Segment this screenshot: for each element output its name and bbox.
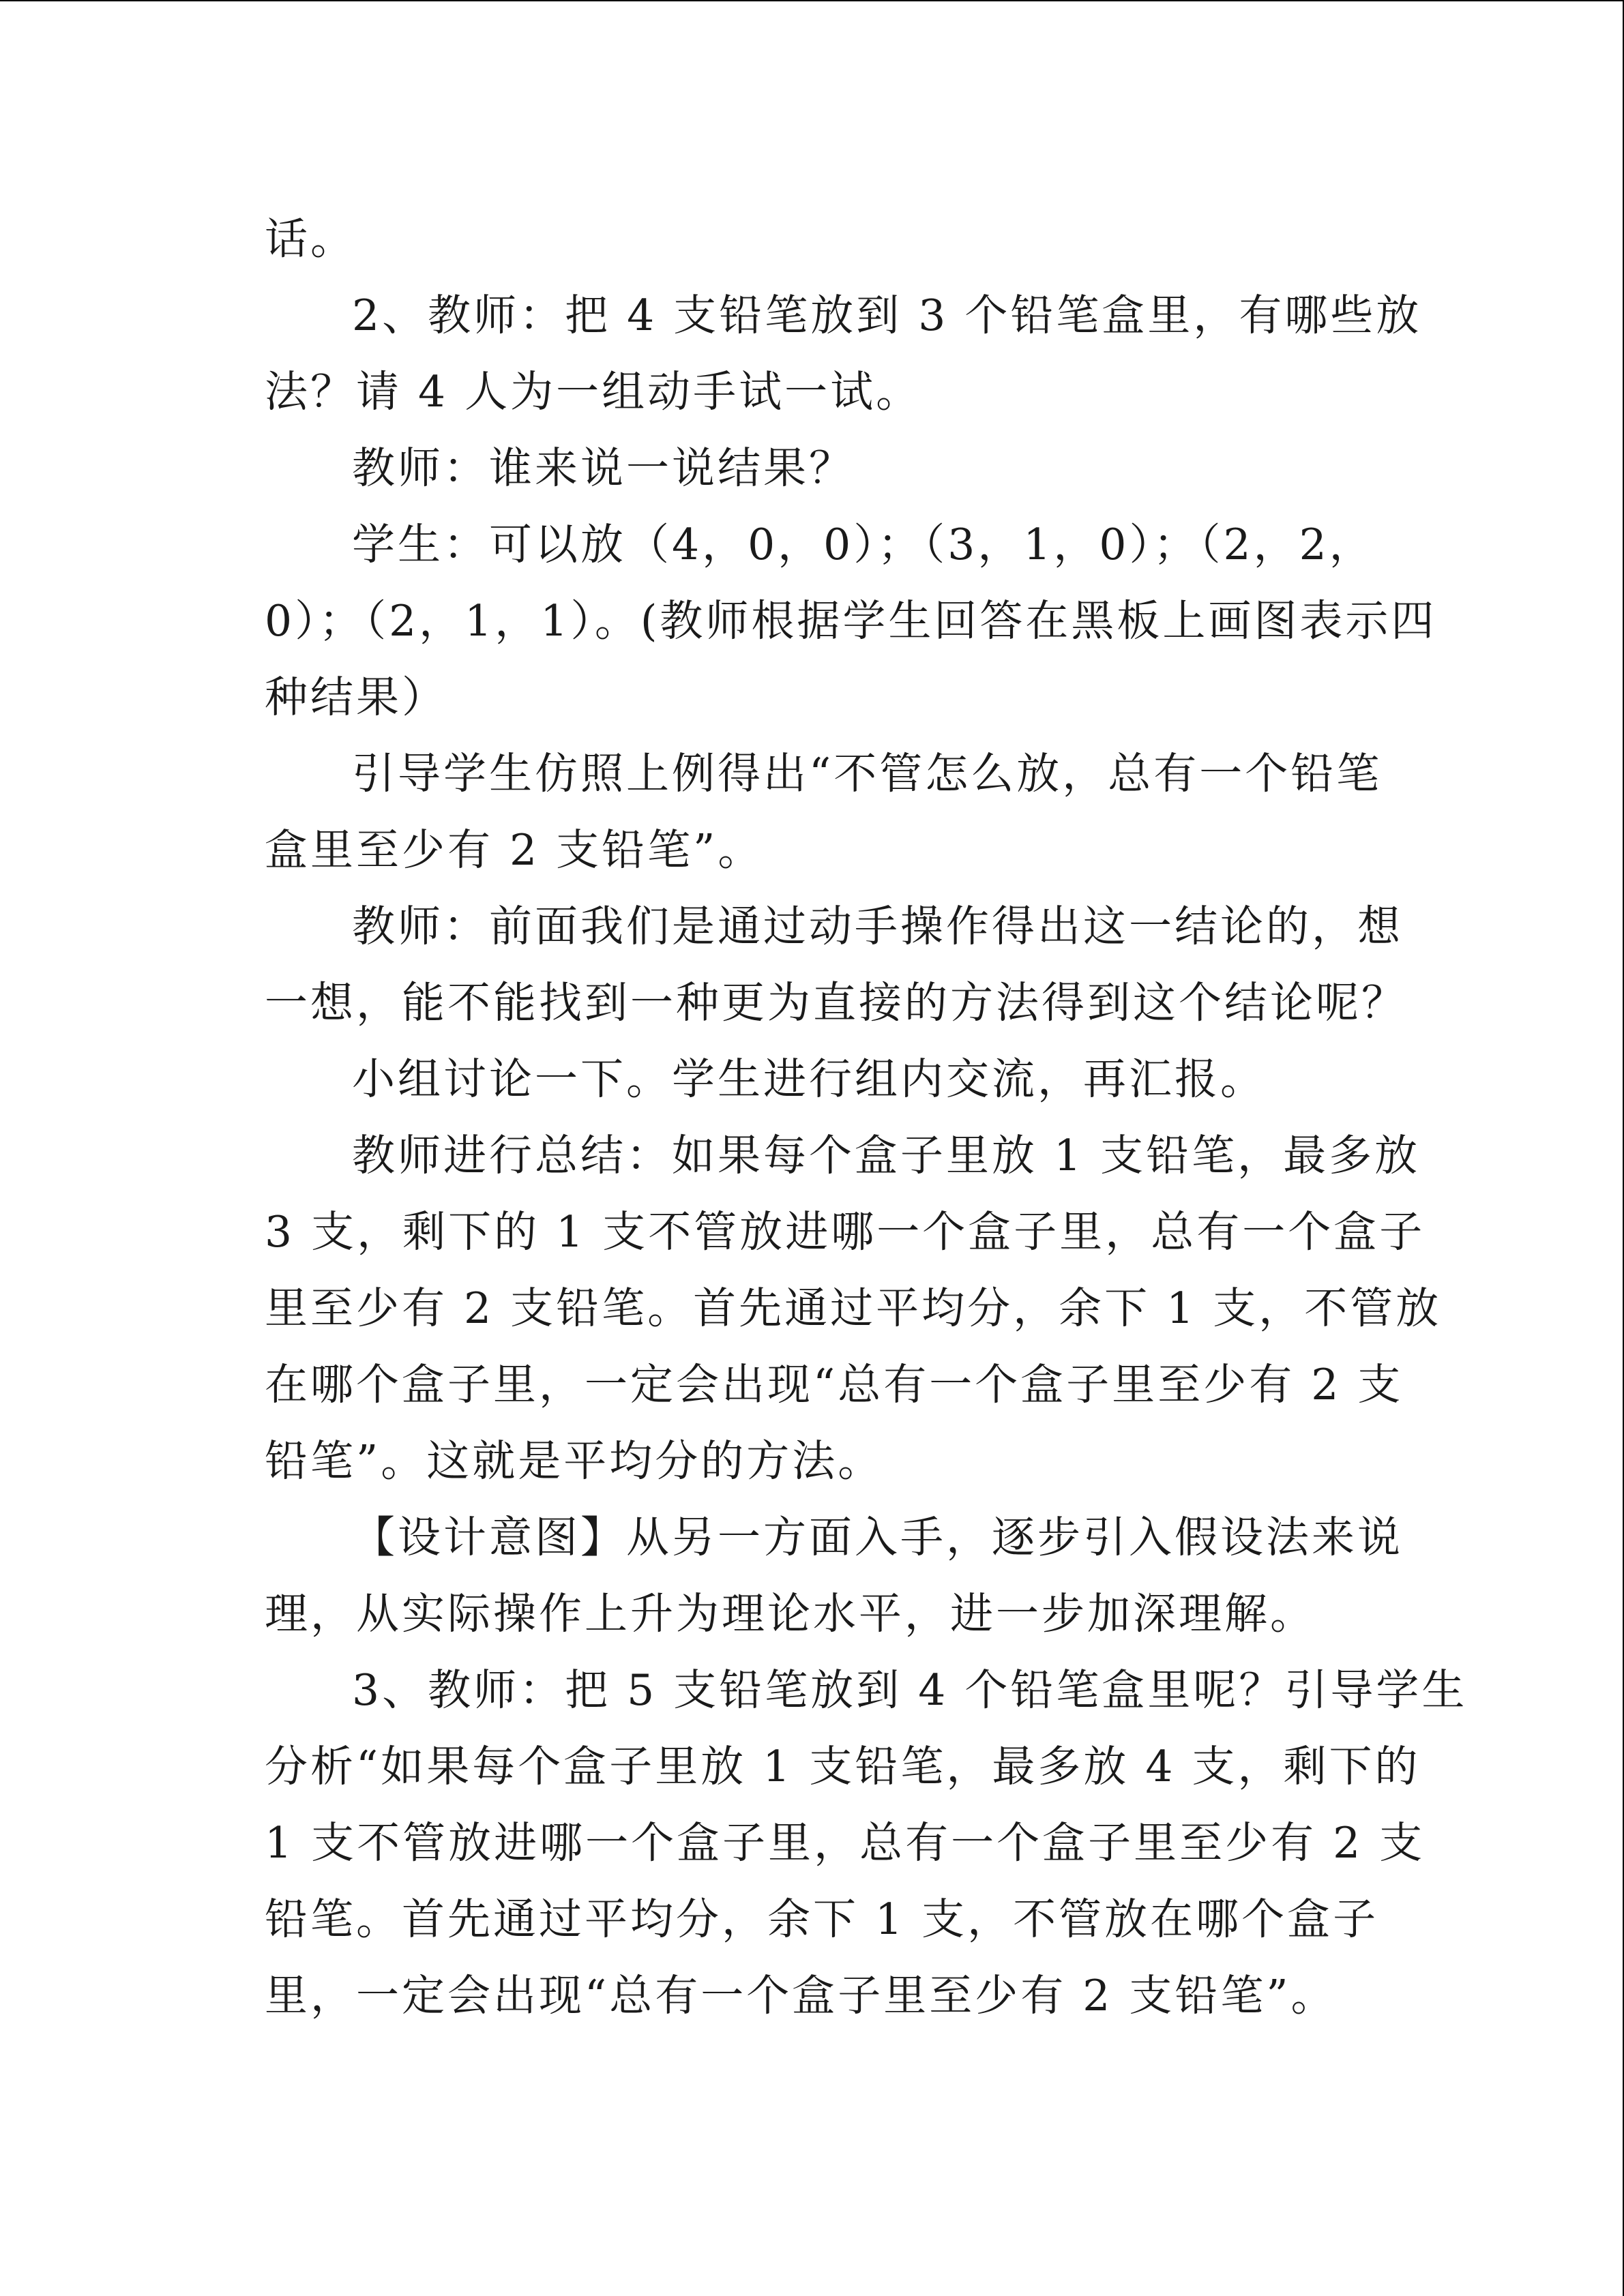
text-line: 3、教师：把 5 支铅笔放到 4 个铅笔盒里呢？引导学生 — [352, 1665, 1468, 1715]
text-line: 【设计意图】从另一方面入手，逐步引入假设法来说 — [352, 1512, 1403, 1562]
text-line: 里至少有 2 支铅笔。首先通过平均分，余下 1 支，不管放 — [265, 1283, 1442, 1333]
text-line: 盒里至少有 2 支铅笔”。 — [265, 825, 764, 875]
text-line: 铅笔。首先通过平均分，余下 1 支，不管放在哪个盒子 — [265, 1894, 1379, 1944]
text-line: 教师：谁来说一说结果？ — [352, 443, 855, 493]
text-line: 学生：可以放（4，0，0）；（3，1，0）；（2，2， — [352, 520, 1375, 569]
text-line: 教师：前面我们是通过动手操作得出这一结论的，想 — [352, 901, 1403, 951]
text-line: 0）；（2，1，1）。(教师根据学生回答在黑板上画图表示四 — [265, 596, 1437, 646]
text-line: 教师进行总结：如果每个盒子里放 1 支铅笔，最多放 — [352, 1131, 1421, 1180]
text-line: 3 支，剩下的 1 支不管放进哪一个盒子里，总有一个盒子 — [265, 1207, 1426, 1257]
text-line: 在哪个盒子里，一定会出现“总有一个盒子里至少有 2 支 — [265, 1360, 1404, 1410]
document-body — [265, 201, 1468, 2034]
text-line: 种结果） — [265, 672, 447, 722]
text-line: 理，从实际操作上升为理论水平，进一步加深理解。 — [265, 1589, 1316, 1639]
text-line: 2、教师：把 4 支铅笔放到 3 个铅笔盒里，有哪些放 — [352, 290, 1422, 340]
text-line: 里，一定会出现“总有一个盒子里至少有 2 支铅笔”。 — [265, 1971, 1337, 2021]
text-line: 分析“如果每个盒子里放 1 支铅笔，最多放 4 支，剩下的 — [265, 1742, 1421, 1791]
text-line: 铅笔”。这就是平均分的方法。 — [265, 1436, 884, 1486]
text-line: 一想，能不能找到一种更为直接的方法得到这个结论呢？ — [265, 978, 1407, 1028]
text-line: 话。 — [265, 214, 356, 264]
text-line: 法？请 4 人为一组动手试一试。 — [265, 367, 922, 417]
text-line: 引导学生仿照上例得出“不管怎么放，总有一个铅笔 — [352, 749, 1383, 799]
text-line: 1 支不管放进哪一个盒子里，总有一个盒子里至少有 2 支 — [265, 1818, 1426, 1868]
text-line: 小组讨论一下。学生进行组内交流，再汇报。 — [352, 1054, 1266, 1104]
